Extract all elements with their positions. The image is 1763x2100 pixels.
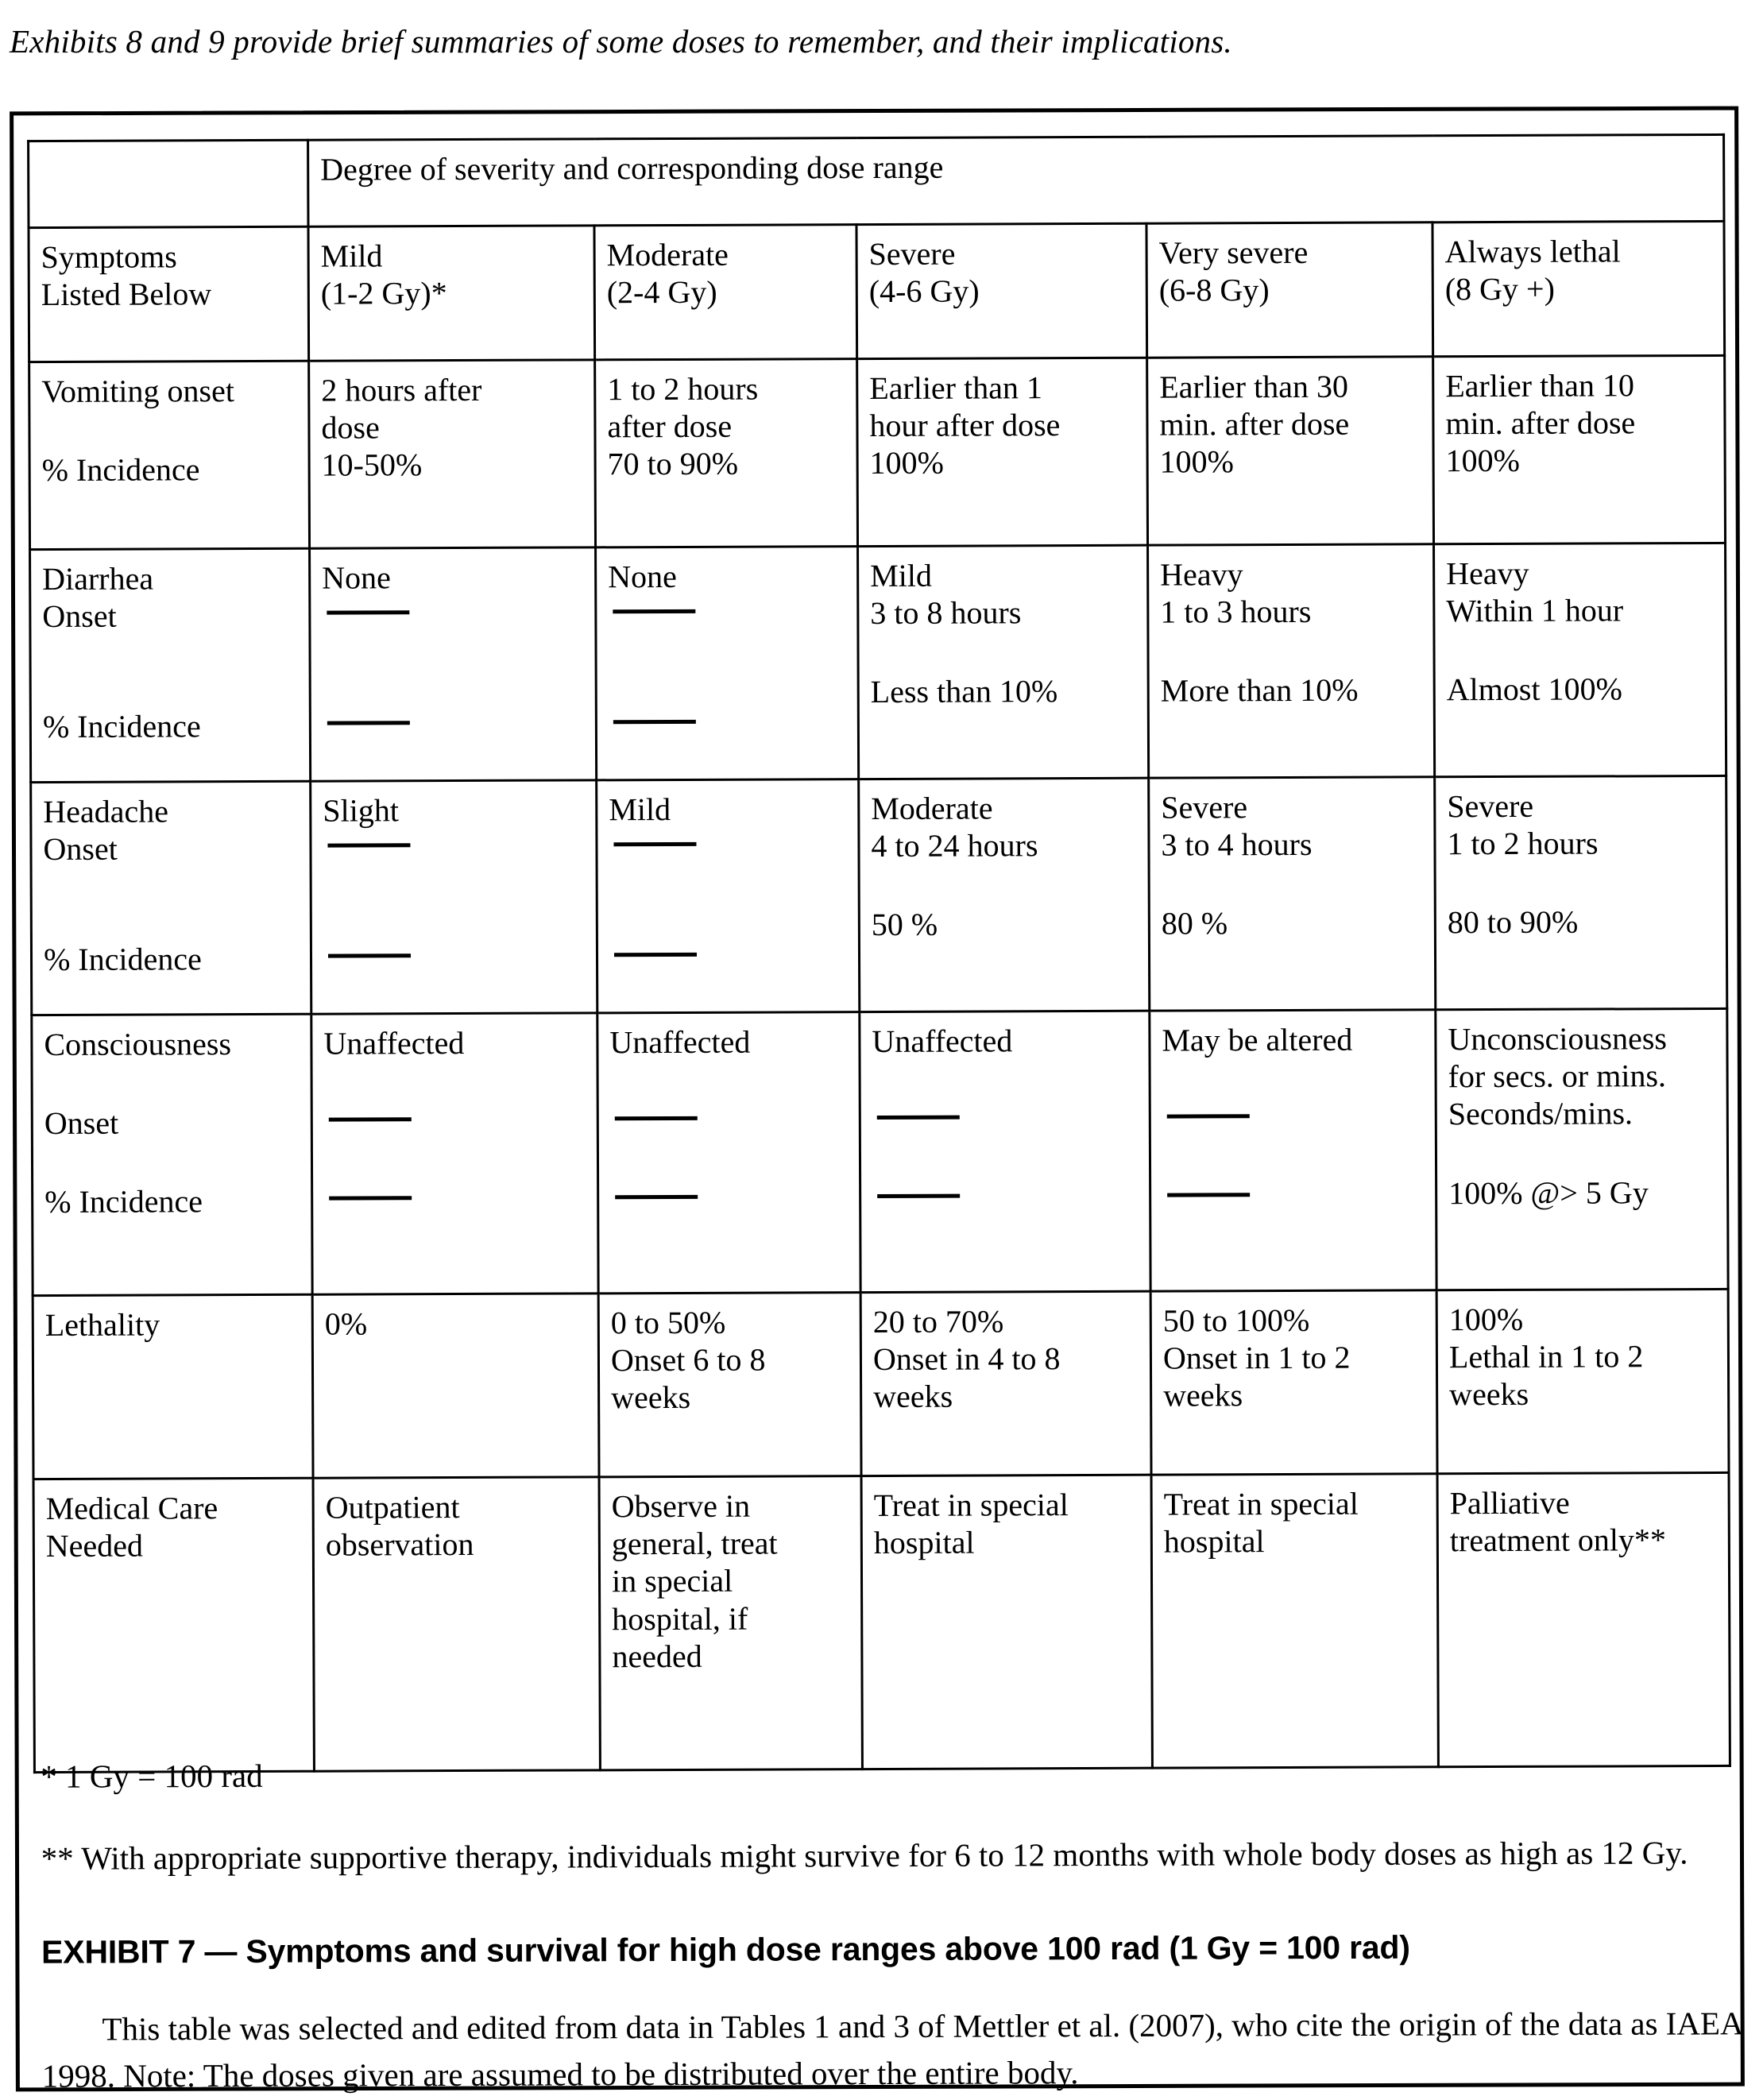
cell-vomiting-severe: Earlier than 1 hour after dose 100% bbox=[857, 358, 1148, 546]
column-header-subtitle: (6-8 Gy) bbox=[1158, 272, 1270, 308]
row-label-medical-care: Medical Care Needed bbox=[33, 1478, 314, 1772]
cell-diarrhea-moderate: None bbox=[596, 547, 859, 780]
cell-headache-mild: Slight bbox=[311, 780, 597, 1014]
spacer bbox=[1448, 861, 1715, 903]
spacer bbox=[44, 867, 299, 941]
column-header-subtitle: Listed Below bbox=[41, 276, 212, 313]
column-header-very-severe bbox=[1146, 222, 1433, 358]
exhibit-caption-title: EXHIBIT 7 — Symptoms and survival for high dose ranges above 100 rad (1 Gy = 100 rad) bbox=[41, 1928, 1410, 1970]
cell-medical-care-very-severe: Treat in special hospital bbox=[1151, 1474, 1438, 1768]
table-group-header-row bbox=[29, 134, 1724, 227]
cell-lethality-moderate: 0 to 50% Onset 6 to 8 weeks bbox=[598, 1293, 861, 1477]
cell-headache-moderate: Mild bbox=[597, 779, 860, 1013]
cell-lethality-always-lethal: 100% Lethal in 1 to 2 weeks bbox=[1436, 1289, 1729, 1473]
spacer bbox=[324, 1140, 586, 1182]
spacer bbox=[1162, 863, 1423, 905]
spacer bbox=[872, 864, 1137, 906]
column-header-always-lethal bbox=[1432, 221, 1725, 356]
spacer bbox=[872, 1138, 1138, 1180]
column-header-moderate bbox=[594, 225, 857, 360]
dash-placeholder bbox=[323, 706, 584, 744]
group-header-blank-cell bbox=[29, 140, 308, 227]
spacer bbox=[1448, 1132, 1715, 1174]
column-header-title: Always lethal bbox=[1444, 233, 1621, 270]
dash-placeholder bbox=[610, 1101, 848, 1139]
spacer bbox=[324, 1062, 586, 1104]
spacer bbox=[1446, 628, 1713, 671]
dash-placeholder bbox=[322, 596, 583, 634]
column-header-title: Very severe bbox=[1158, 234, 1309, 271]
row-label-vomiting: Vomiting onset % Incidence bbox=[29, 361, 310, 549]
cell-vomiting-very-severe: Earlier than 30 min. after dose 100% bbox=[1147, 357, 1434, 545]
column-header-subtitle: (8 Gy +) bbox=[1444, 270, 1555, 307]
cell-consciousness-always-lethal: Unconsciousness for secs. or mins. Seconds/mins. 100% @> 5 Gy bbox=[1436, 1008, 1728, 1290]
column-header-severe bbox=[856, 223, 1147, 358]
dose-table-container bbox=[27, 133, 1729, 1773]
column-header-title: Severe bbox=[868, 235, 956, 273]
dash-placeholder bbox=[324, 1181, 586, 1220]
cell-headache-very-severe: Severe 3 to 4 hours 80 % bbox=[1149, 777, 1436, 1011]
dash-placeholder bbox=[610, 1181, 848, 1219]
spacer bbox=[610, 1060, 848, 1102]
cell-consciousness-mild: Unaffected bbox=[311, 1013, 598, 1294]
table-row bbox=[29, 355, 1726, 549]
dash-placeholder bbox=[324, 1103, 586, 1141]
spacer bbox=[1162, 1137, 1424, 1179]
table-row bbox=[33, 1472, 1730, 1772]
intro-sentence: Exhibits 8 and 9 provide brief summaries of some doses to remember, and their implications. bbox=[10, 23, 1232, 60]
column-header-symptoms bbox=[29, 226, 309, 362]
cell-medical-care-mild: Outpatient observation bbox=[313, 1477, 600, 1771]
dose-severity-table bbox=[27, 133, 1731, 1773]
cell-consciousness-moderate: Unaffected bbox=[597, 1012, 860, 1294]
cell-vomiting-mild: 2 hours after dose 10-50% bbox=[309, 360, 596, 548]
spacer bbox=[870, 631, 1135, 673]
group-header-label: Degree of severity and corresponding dose range bbox=[308, 134, 1724, 226]
cell-consciousness-very-severe: May be altered bbox=[1150, 1010, 1436, 1291]
dash-placeholder bbox=[872, 1179, 1138, 1217]
dash-placeholder bbox=[872, 1100, 1138, 1139]
column-header-title: Moderate bbox=[606, 236, 729, 273]
column-header-subtitle: (2-4 Gy) bbox=[606, 273, 717, 311]
footnote-double-star: ** With appropriate supportive therapy, individuals might survive for 6 to 12 months with whole body doses as high as 12 Gy. bbox=[41, 1834, 1688, 1878]
spacer bbox=[1160, 630, 1421, 672]
dash-placeholder bbox=[609, 938, 847, 977]
dash-placeholder bbox=[1162, 1178, 1424, 1216]
row-label-consciousness: Consciousness Onset % Incidence bbox=[32, 1014, 312, 1295]
row-label-lethality: Lethality bbox=[33, 1294, 313, 1479]
table-column-header-row bbox=[29, 221, 1725, 362]
cell-consciousness-severe: Unaffected bbox=[860, 1011, 1150, 1292]
column-header-subtitle: (1-2 Gy)* bbox=[320, 275, 447, 311]
cell-vomiting-always-lethal: Earlier than 10 min. after dose 100% bbox=[1433, 355, 1726, 543]
column-header-subtitle: (4-6 Gy) bbox=[868, 273, 980, 310]
dash-placeholder bbox=[323, 939, 585, 977]
cell-diarrhea-very-severe: Heavy 1 to 3 hours More than 10% bbox=[1148, 544, 1435, 778]
row-label-headache: Headache Onset % Incidence bbox=[31, 781, 311, 1015]
dash-placeholder bbox=[323, 829, 584, 867]
spacer bbox=[609, 865, 847, 939]
spacer bbox=[322, 633, 583, 707]
cell-diarrhea-always-lethal: Heavy Within 1 hour Almost 100% bbox=[1434, 543, 1726, 776]
cell-diarrhea-severe: Mild 3 to 8 hours Less than 10% bbox=[858, 545, 1149, 779]
cell-lethality-mild: 0% bbox=[312, 1294, 599, 1478]
column-header-title: Mild bbox=[320, 238, 383, 274]
spacer bbox=[41, 409, 296, 451]
spacer bbox=[610, 1139, 848, 1181]
cell-lethality-severe: 20 to 70% Onset in 4 to 8 weeks bbox=[860, 1291, 1151, 1475]
footer-section bbox=[41, 1749, 1750, 2100]
footnote-single-star: * 1 Gy = 100 rad bbox=[41, 1757, 263, 1795]
dash-placeholder bbox=[609, 827, 846, 865]
table-body bbox=[29, 134, 1730, 1772]
table-row bbox=[32, 1008, 1728, 1295]
spacer bbox=[44, 1062, 300, 1104]
row-label-diarrhea: Diarrhea Onset % Incidence bbox=[30, 548, 311, 782]
cell-vomiting-moderate: 1 to 2 hours after dose 70 to 90% bbox=[595, 359, 858, 547]
dash-placeholder bbox=[608, 594, 845, 632]
cell-medical-care-always-lethal: Palliative treatment only** bbox=[1437, 1472, 1730, 1766]
spacer bbox=[323, 866, 585, 940]
table-row bbox=[31, 775, 1727, 1015]
cell-lethality-very-severe: 50 to 100% Onset in 1 to 2 weeks bbox=[1150, 1290, 1437, 1475]
column-header-title: Symptoms bbox=[41, 238, 177, 276]
cell-medical-care-moderate: Observe in general, treat in special hospital, if needed bbox=[599, 1476, 862, 1770]
cell-medical-care-severe: Treat in special hospital bbox=[861, 1475, 1152, 1769]
spacer bbox=[872, 1059, 1138, 1101]
table-row bbox=[33, 1289, 1729, 1479]
table-row bbox=[30, 543, 1726, 782]
dash-placeholder bbox=[609, 706, 846, 744]
spacer bbox=[608, 632, 845, 706]
spacer bbox=[42, 634, 297, 708]
cell-headache-always-lethal: Severe 1 to 2 hours 80 to 90% bbox=[1435, 775, 1727, 1009]
spacer bbox=[44, 1141, 300, 1183]
cell-diarrhea-mild: None bbox=[310, 547, 597, 781]
column-header-mild bbox=[308, 226, 595, 361]
dash-placeholder bbox=[1162, 1100, 1424, 1138]
cell-headache-severe: Moderate 4 to 24 hours 50 % bbox=[859, 778, 1150, 1011]
spacer bbox=[1162, 1058, 1424, 1100]
exhibit-source-note: This table was selected and edited from data in Tables 1 and 3 of Mettler et al. (2007), who cite the origin of the data as IAEA 1998. Note: The doses given are assumed to be distributed over the entire body. bbox=[41, 2004, 1742, 2094]
